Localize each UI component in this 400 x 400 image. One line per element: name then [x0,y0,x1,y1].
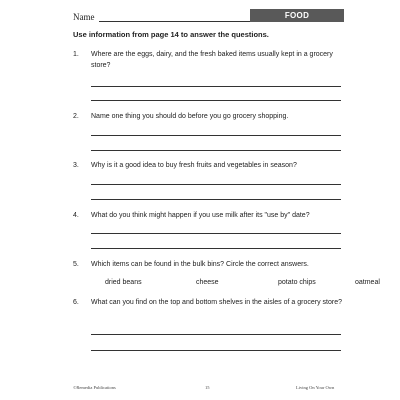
question-text: What can you find on the top and bottom shelves in the aisles of a grocery store? [91,299,342,306]
answer-line[interactable] [91,233,341,234]
name-label: Name [73,12,95,22]
footer-series: Living On Your Own [296,385,335,390]
footer-publisher: ©Remedia Publications [73,385,116,390]
answer-line[interactable] [91,334,341,335]
question-number: 5. [73,261,79,268]
question-number: 4. [73,212,79,219]
instructions: Use information from page 14 to answer the questions. [73,30,269,39]
question-number: 2. [73,113,79,120]
answer-line[interactable] [91,248,341,249]
answer-line[interactable] [91,199,341,200]
question-number: 6. [73,299,79,306]
choice-dried-beans[interactable]: dried beans [105,279,142,286]
answer-line[interactable] [91,100,341,101]
question-text: Name one thing you should do before you go grocery shopping. [91,113,289,120]
answer-line[interactable] [91,150,341,151]
section-title: FOOD [284,11,310,20]
answer-line[interactable] [91,86,341,87]
section-tab [250,9,344,22]
question-text: What do you think might happen if you use milk after its "use by" date? [91,212,310,219]
question-number: 1. [73,51,79,58]
answer-line[interactable] [91,135,341,136]
answer-line[interactable] [91,184,341,185]
name-row [73,12,261,22]
choice-oatmeal[interactable]: oatmeal [355,279,380,286]
footer-page-number: 15 [205,385,210,390]
question-text: Why is it a good idea to buy fresh fruits and vegetables in season? [91,162,297,169]
choice-cheese[interactable]: cheese [196,279,219,286]
question-text: Where are the eggs, dairy, and the fresh baked items usually kept in a grocery store? [91,51,333,69]
name-field[interactable] [99,13,261,22]
question-number: 3. [73,162,79,169]
answer-line[interactable] [91,350,341,351]
question-text: Which items can be found in the bulk bins? Circle the correct answers. [91,261,309,268]
choice-potato-chips[interactable]: potato chips [278,279,316,286]
